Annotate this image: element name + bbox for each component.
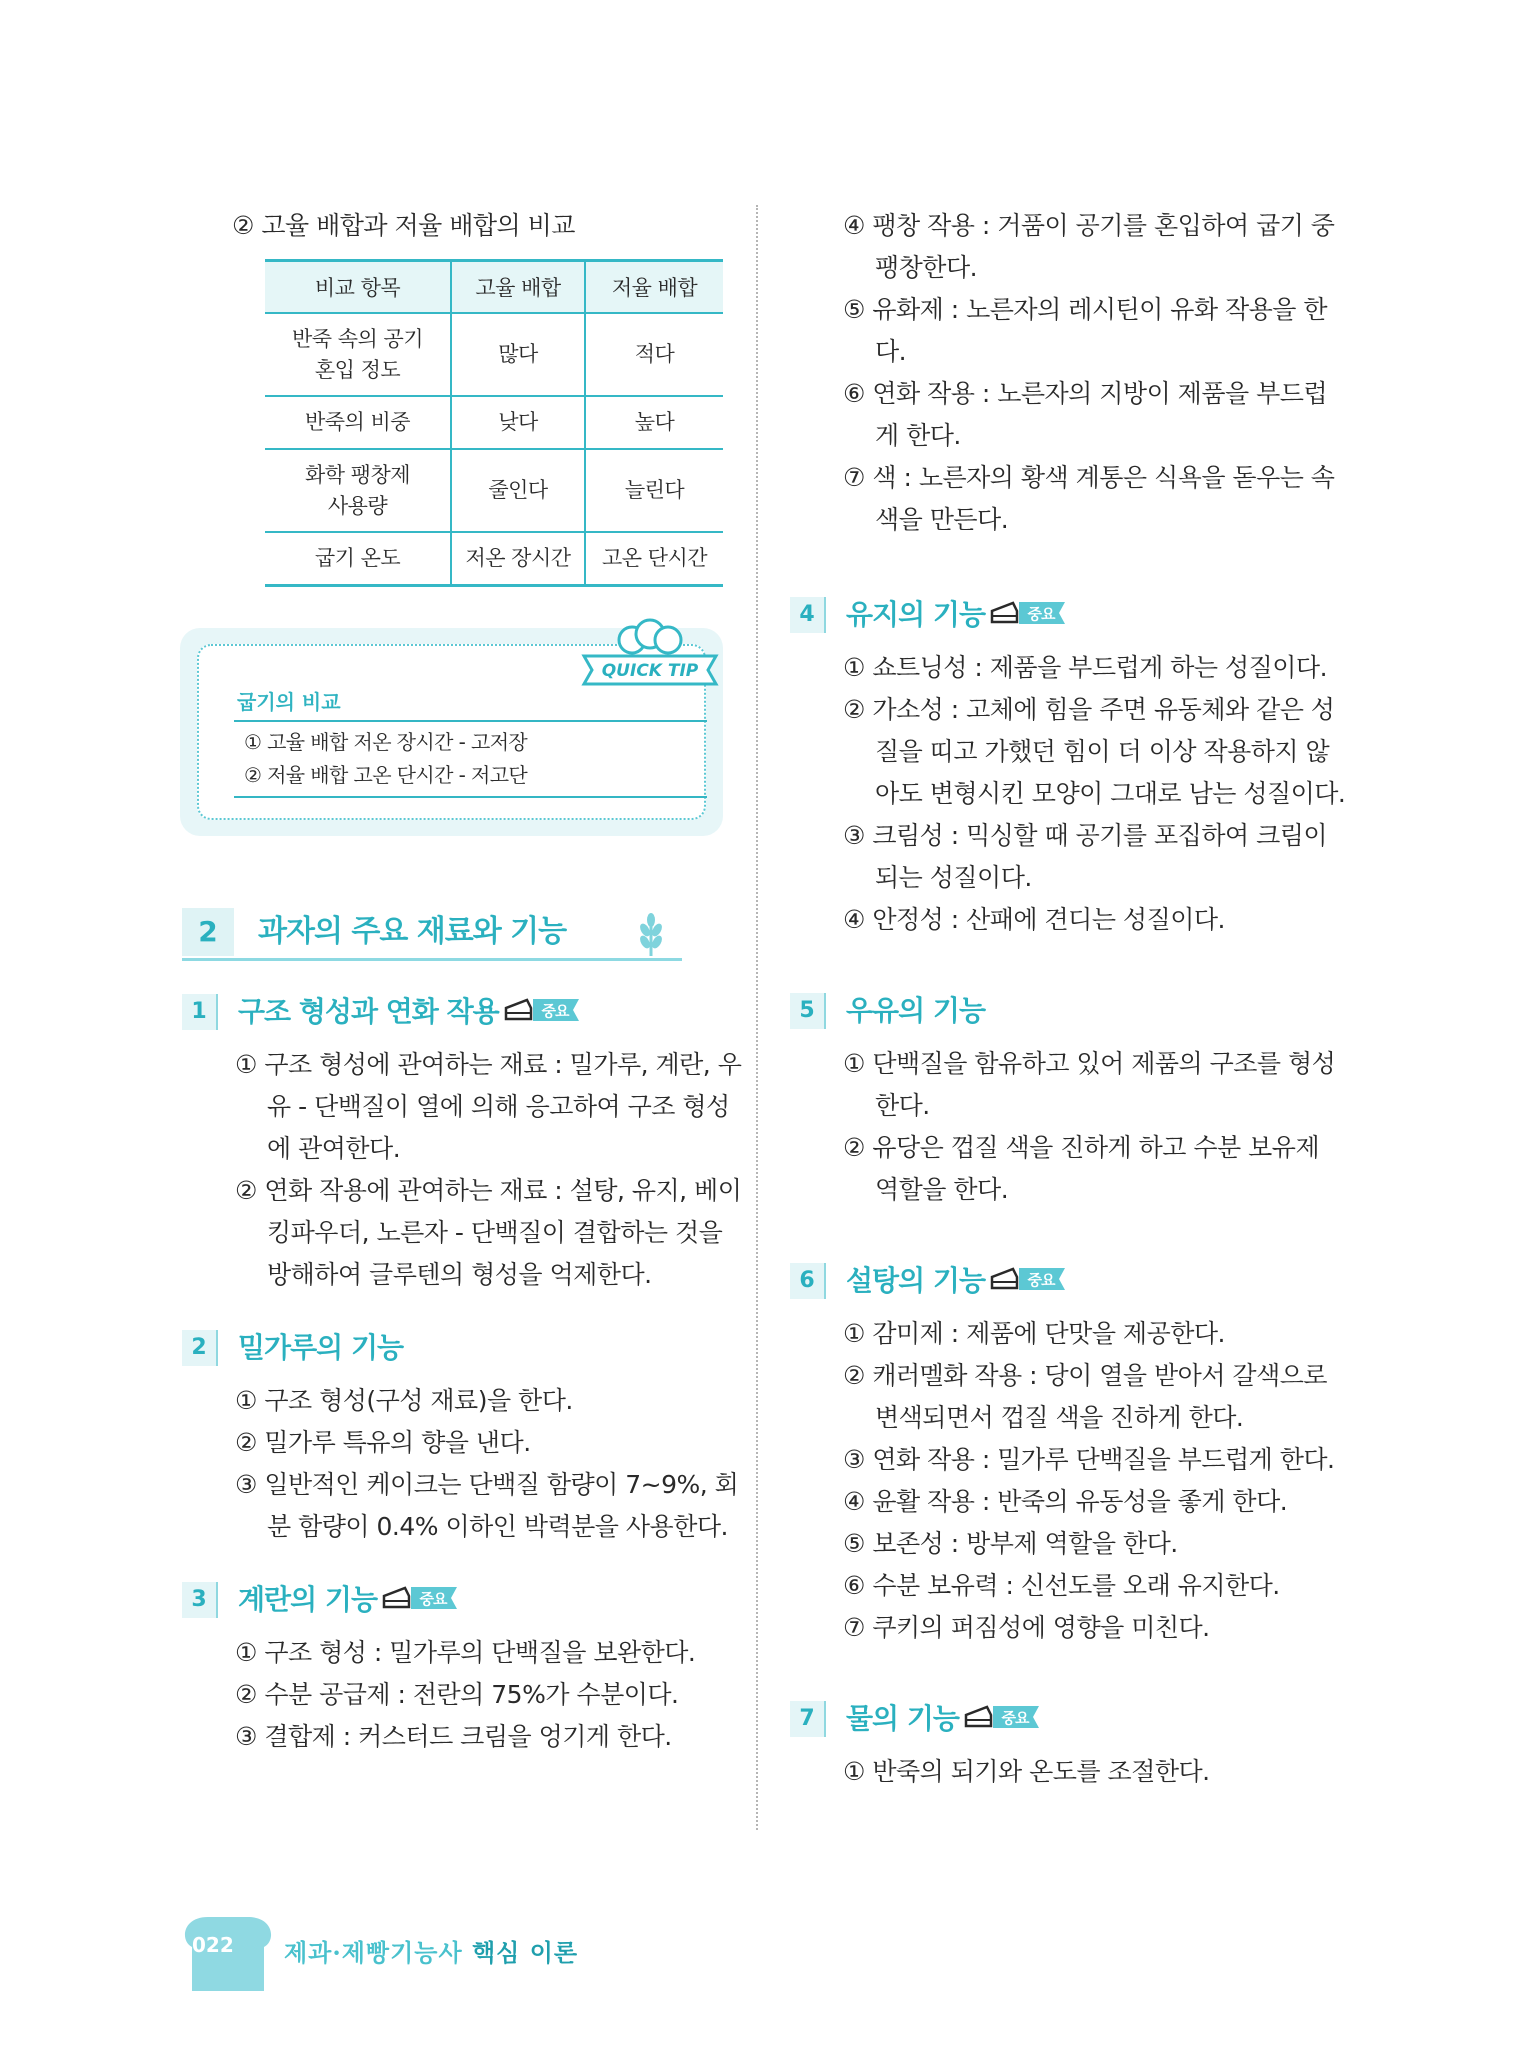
list-item: ① 감미제 : 제품에 단맛을 제공한다. — [843, 1319, 1225, 1348]
subsection-heading — [182, 1326, 742, 1372]
egg-continued-items — [840, 205, 1350, 541]
subsection-items — [232, 1632, 742, 1758]
tip-list — [234, 720, 707, 798]
list-item: ④ 안정성 : 산패에 견디는 성질이다. — [843, 905, 1225, 934]
table-cell: 늘린다 — [585, 449, 723, 532]
tip-item: ① 고율 배합 저온 장시간 - 고저장 — [244, 730, 528, 754]
section-number: 2 — [182, 908, 234, 956]
section-header — [182, 908, 682, 958]
comparison-table — [265, 259, 723, 587]
important-badge — [989, 1262, 1067, 1296]
subsection-heading — [182, 990, 742, 1036]
list-item: ① 구조 형성 : 밀가루의 단백질을 보완한다. — [235, 1638, 696, 1667]
section-title: 과자의 주요 재료와 기능 — [258, 914, 567, 949]
svg-text:QUICK TIP: QUICK TIP — [601, 661, 699, 681]
quick-tip-box — [180, 628, 723, 836]
important-badge — [503, 993, 581, 1027]
table-header: 비교 항목 — [265, 261, 451, 314]
compare-heading: ② 고율 배합과 저율 배합의 비교 — [232, 211, 575, 240]
subsection-number: 1 — [182, 994, 218, 1030]
subsection-number: 3 — [182, 1582, 218, 1618]
list-item: ③ 연화 작용 : 밀가루 단백질을 부드럽게 한다. — [843, 1445, 1335, 1474]
subsection-heading — [790, 989, 1350, 1035]
list-item: ① 단백질을 함유하고 있어 제품의 구조를 형성한다. — [843, 1049, 1336, 1120]
table-cell: 많다 — [451, 313, 585, 396]
svg-text:중요: 중요 — [1027, 605, 1055, 623]
svg-text:중요: 중요 — [541, 1002, 569, 1020]
footer-title: 제과·제빵기능사 핵심 이론 — [284, 1938, 579, 1967]
tip-title: 굽기의 비교 — [237, 690, 341, 714]
table-cell: 낮다 — [451, 396, 585, 449]
list-item: ⑥ 수분 보유력 : 신선도를 오래 유지한다. — [843, 1571, 1280, 1600]
table-header: 저율 배합 — [585, 261, 723, 314]
list-item: ① 쇼트닝성 : 제품을 부드럽게 하는 성질이다. — [843, 653, 1328, 682]
table-cell: 저온 장시간 — [451, 532, 585, 585]
right-column — [790, 205, 1350, 1793]
table-cell: 반죽의 비중 — [265, 396, 451, 449]
table-row — [265, 313, 723, 396]
table-cell: 적다 — [585, 313, 723, 396]
subsection-items — [840, 1313, 1350, 1649]
subsection-items — [232, 1044, 742, 1296]
cake-icon — [506, 1000, 531, 1019]
svg-text:중요: 중요 — [1027, 1271, 1055, 1289]
subsection-title: 밀가루의 기능 — [238, 1331, 404, 1364]
important-badge — [963, 1700, 1041, 1734]
subsection-title: 유지의 기능 중요 — [846, 593, 1067, 637]
list-item: ⑦ 쿠키의 퍼짐성에 영향을 미친다. — [843, 1613, 1210, 1642]
list-item: ② 연화 작용에 관여하는 재료 : 설탕, 유지, 베이킹파우더, 노른자 - 단백질이 결합하는 것을 방해하여 글루텐의 형성을 억제한다. — [235, 1176, 742, 1289]
subsection-number: 7 — [790, 1701, 826, 1737]
table-cell: 고온 단시간 — [585, 532, 723, 585]
page-number: 022 — [192, 1933, 234, 1957]
list-item: ① 구조 형성에 관여하는 재료 : 밀가루, 계란, 우유 - 단백질이 열에 의해 응고하여 구조 형성에 관여한다. — [235, 1050, 742, 1163]
subsection-title: 설탕의 기능 중요 — [846, 1259, 1067, 1303]
list-item: ⑥ 연화 작용 : 노른자의 지방이 제품을 부드럽게 한다. — [843, 379, 1328, 450]
wheat-icon — [637, 912, 671, 958]
cake-icon — [992, 1269, 1017, 1288]
page-footer — [182, 1913, 579, 1995]
table-cell: 줄인다 — [451, 449, 585, 532]
tip-item: ② 저율 배합 고온 단시간 - 저고단 — [244, 763, 528, 787]
subsection-number: 5 — [790, 993, 826, 1029]
table-row — [265, 449, 723, 532]
subsection-title: 물의 기능 중요 — [846, 1697, 1041, 1741]
subsection-title: 우유의 기능 — [846, 994, 985, 1027]
quick-tip-badge — [580, 618, 720, 694]
svg-text:중요: 중요 — [1001, 1709, 1029, 1727]
subsection-number: 6 — [790, 1263, 826, 1299]
left-column — [232, 205, 732, 587]
important-badge — [381, 1581, 459, 1615]
list-item: ③ 크림성 : 믹싱할 때 공기를 포집하여 크림이 되는 성질이다. — [843, 821, 1328, 892]
table-cell: 높다 — [585, 396, 723, 449]
column-divider — [756, 205, 758, 1830]
table-header: 고율 배합 — [451, 261, 585, 314]
cake-icon — [966, 1707, 991, 1726]
subsection-heading — [790, 593, 1350, 639]
list-item: ⑤ 보존성 : 방부제 역할을 한다. — [843, 1529, 1178, 1558]
subsection-heading — [790, 1697, 1350, 1743]
subsection-items — [840, 1043, 1350, 1211]
table-row — [265, 532, 723, 585]
list-item: ② 캐러멜화 작용 : 당이 열을 받아서 갈색으로 변색되면서 껍질 색을 진하게 한다. — [843, 1361, 1328, 1432]
list-item: ③ 일반적인 케이크는 단백질 함량이 7~9%, 회분 함량이 0.4% 이하인 박력분을 사용한다. — [235, 1470, 739, 1541]
important-badge — [989, 596, 1067, 630]
subsection-items — [840, 647, 1350, 941]
list-item: ④ 윤활 작용 : 반죽의 유동성을 좋게 한다. — [843, 1487, 1288, 1516]
subsection-number: 2 — [182, 1330, 218, 1366]
list-item: ② 수분 공급제 : 전란의 75%가 수분이다. — [235, 1680, 679, 1709]
section-underline — [182, 958, 682, 961]
subsection-items — [840, 1751, 1350, 1793]
list-item: ① 구조 형성(구성 재료)을 한다. — [235, 1386, 573, 1415]
list-item: ⑤ 유화제 : 노른자의 레시틴이 유화 작용을 한다. — [843, 295, 1328, 366]
table-cell: 반죽 속의 공기 혼입 정도 — [265, 313, 451, 396]
subsection-heading — [182, 1578, 742, 1624]
cake-icon — [384, 1588, 409, 1607]
list-item: ③ 결합제 : 커스터드 크림을 엉기게 한다. — [235, 1722, 672, 1751]
list-item: ② 밀가루 특유의 향을 낸다. — [235, 1428, 531, 1457]
subsection-heading — [790, 1259, 1350, 1305]
list-item: ① 반죽의 되기와 온도를 조절한다. — [843, 1757, 1210, 1786]
subsection-title: 계란의 기능 중요 — [238, 1578, 459, 1622]
subsection-number: 4 — [790, 597, 826, 633]
table-cell: 굽기 온도 — [265, 532, 451, 585]
svg-text:중요: 중요 — [419, 1590, 447, 1608]
list-item: ④ 팽창 작용 : 거품이 공기를 혼입하여 굽기 중 팽창한다. — [843, 211, 1335, 282]
left-subsections — [182, 990, 742, 1758]
cake-icon — [992, 603, 1017, 622]
subsection-items — [232, 1380, 742, 1548]
table-cell: 화학 팽창제 사용량 — [265, 449, 451, 532]
table-row — [265, 396, 723, 449]
list-item: ② 가소성 : 고체에 힘을 주면 유동체와 같은 성질을 띠고 가했던 힘이 더 이상 작용하지 않아도 변형시킨 모양이 그대로 남는 성질이다. — [843, 695, 1346, 808]
list-item: ⑦ 색 : 노른자의 황색 계통은 식욕을 돋우는 속색을 만든다. — [843, 463, 1335, 534]
subsection-title: 구조 형성과 연화 작용 중요 — [238, 990, 581, 1034]
list-item: ② 유당은 껍질 색을 진하게 하고 수분 보유제 역할을 한다. — [843, 1133, 1320, 1204]
